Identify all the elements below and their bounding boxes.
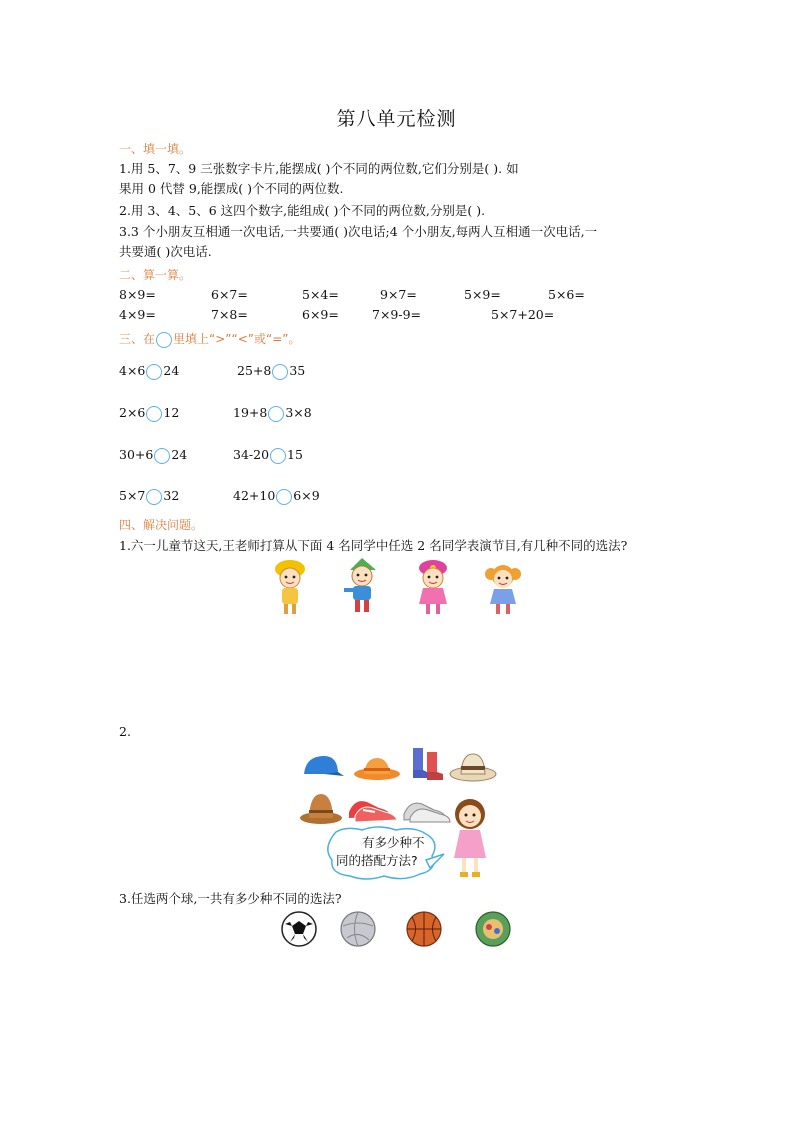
- calc-item: 7×9-9=: [372, 307, 422, 322]
- calc-item: 6×9=: [302, 307, 339, 322]
- page-title: 第八单元检测: [336, 108, 457, 130]
- calc-item: 5×4=: [302, 287, 339, 302]
- compare-right: 3×8: [285, 405, 312, 420]
- answer-circle[interactable]: [270, 448, 286, 464]
- compare-left: 5×7: [119, 488, 146, 503]
- compare-heading-part1: 三、在: [119, 332, 156, 346]
- calc-item: 4×9=: [119, 307, 156, 322]
- answer-circle[interactable]: [146, 489, 162, 505]
- sneakers-white-image: [400, 792, 452, 824]
- calc-item: 5×6=: [548, 287, 585, 302]
- compare-heading-part2: 里填上“>”“<”或“=”。: [173, 332, 301, 346]
- orange-sun-hat-image: [352, 752, 402, 782]
- answer-circle[interactable]: [268, 406, 284, 422]
- fill-q1-line1: 1.用 5、7、9 三张数字卡片,能摆成( )个不同的两位数,它们分别是( ). 如: [119, 161, 519, 176]
- compare-left: 2×6: [119, 405, 146, 420]
- calc-item: 7×8=: [211, 307, 248, 322]
- compare-item: [237, 362, 305, 380]
- problem-2-label: 2.: [119, 724, 131, 739]
- answer-circle[interactable]: [154, 448, 170, 464]
- compare-left: 34-20: [233, 447, 270, 462]
- compare-item: [119, 404, 179, 422]
- child-girl-pink-hat-image: [412, 558, 454, 616]
- compare-left: 25+8: [237, 363, 272, 378]
- calc-item: 5×7+20=: [491, 307, 555, 322]
- compare-item: [119, 446, 187, 464]
- child-girl-pigtails-image: [483, 560, 523, 616]
- compare-right: 35: [289, 363, 306, 378]
- sneakers-red-image: [345, 790, 399, 824]
- rain-boots-image: [407, 744, 447, 784]
- problem-1-text: 1.六一儿童节这天,王老师打算从下面 4 名同学中任选 2 名同学表演节目,有几种不同的选法?: [119, 538, 628, 553]
- section-heading-problems: 四、解决问题。: [119, 518, 204, 532]
- brown-hat-image: [298, 788, 344, 826]
- compare-right: 32: [163, 488, 180, 503]
- fill-q2: 2.用 3、4、5、6 这四个数字,能组成( )个不同的两位数,分别是( ).: [119, 203, 486, 218]
- section-heading-compare: [119, 330, 300, 348]
- fill-q1-line2: 果用 0 代替 9,能摆成( )个不同的两位数.: [119, 181, 344, 196]
- compare-right: 24: [163, 363, 180, 378]
- answer-circle[interactable]: [276, 489, 292, 505]
- blue-cap-image: [298, 752, 346, 782]
- compare-left: 42+10: [233, 488, 276, 503]
- compare-item: [119, 362, 179, 380]
- child-boy-green-hat-image: [340, 556, 384, 616]
- girl-with-question-image: [446, 796, 496, 882]
- compare-item: [233, 446, 303, 464]
- calc-item: 6×7=: [211, 287, 248, 302]
- basketball-image: [405, 910, 443, 948]
- volleyball-image: [339, 910, 377, 948]
- compare-item: [233, 404, 312, 422]
- compare-right: 15: [287, 447, 303, 462]
- child-girl-yellow-hat-image: [270, 558, 310, 616]
- cowboy-hat-image: [448, 748, 498, 784]
- compare-right: 12: [163, 405, 180, 420]
- section-heading-fill: 一、填一填。: [119, 142, 192, 156]
- answer-circle[interactable]: [272, 364, 288, 380]
- decorated-ball-image: [474, 910, 512, 948]
- fill-q3-line2: 共要通( )次电话.: [119, 244, 212, 259]
- bubble-text-line2: 同的搭配方法?: [336, 853, 418, 868]
- compare-left: 19+8: [233, 405, 268, 420]
- compare-right: 6×9: [293, 488, 320, 503]
- bubble-text-line1: 有多少种不: [362, 835, 425, 850]
- compare-left: 4×6: [119, 363, 146, 378]
- fill-q3-line1: 3.3 个小朋友互相通一次电话,一共要通( )次电话;4 个小朋友,每两人互相通一次电话,一: [119, 224, 598, 239]
- calc-item: 9×7=: [380, 287, 417, 302]
- soccer-ball-image: [280, 910, 318, 948]
- problem-3-text: 3.任选两个球,一共有多少种不同的选法?: [119, 891, 342, 906]
- calc-item: 8×9=: [119, 287, 156, 302]
- compare-item: [233, 487, 320, 505]
- calc-item: 5×9=: [464, 287, 501, 302]
- compare-left: 30+6: [119, 447, 154, 462]
- compare-circle-icon: [156, 332, 172, 348]
- compare-right: 24: [171, 447, 188, 462]
- answer-circle[interactable]: [146, 364, 162, 380]
- answer-circle[interactable]: [146, 406, 162, 422]
- compare-item: [119, 487, 179, 505]
- section-heading-calc: 二、算一算。: [119, 268, 192, 282]
